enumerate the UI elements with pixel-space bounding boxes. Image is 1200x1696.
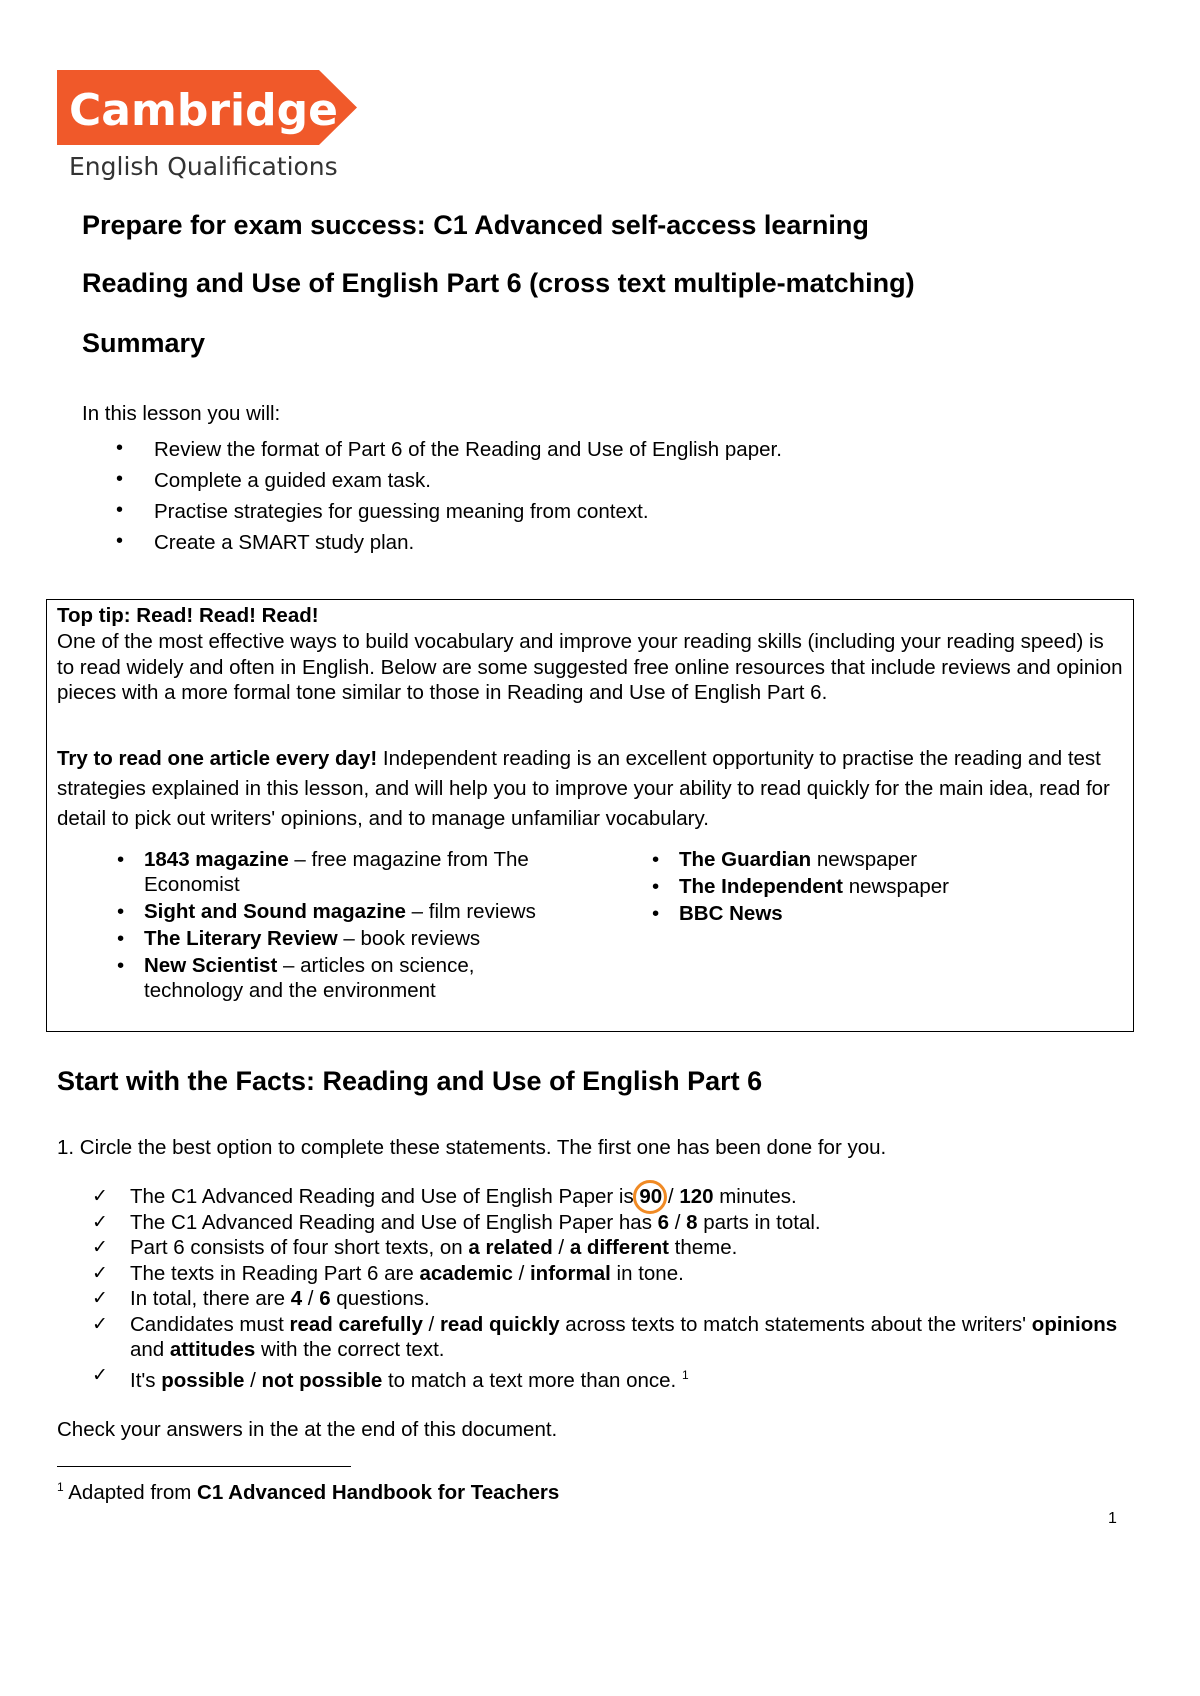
resource-item — [107, 953, 577, 1003]
tip-title: Top tip: Read! Read! Read! — [57, 604, 319, 627]
resource-desc: newspaper — [843, 875, 949, 898]
statement-text: The C1 Advanced Reading and Use of English Paper is — [130, 1185, 640, 1208]
statement-text: parts in total. — [697, 1210, 821, 1234]
objective-item: • Create a SMART study plan. — [110, 531, 782, 562]
statement-text: in tone. — [610, 1261, 684, 1285]
footnote-ref: 1 — [681, 1367, 689, 1382]
statement-text: / — [302, 1287, 320, 1310]
resource-item — [642, 847, 1042, 872]
statements-list — [90, 1184, 1130, 1393]
statement-text: The C1 Advanced Reading and Use of English Paper has — [130, 1210, 658, 1234]
page-subtitle: Reading and Use of English Part 6 (cross text multiple-matching) — [82, 268, 915, 298]
objectives-list — [110, 438, 782, 562]
statement-option: 4 — [290, 1287, 303, 1310]
footnote-source: C1 Advanced Handbook for Teachers — [197, 1480, 560, 1504]
facts-instruction: 1. Circle the best option to complete these statements. The first one has been done for you. — [57, 1136, 887, 1159]
statement-text: across texts to match statements about the writers' — [559, 1312, 1032, 1336]
statement-text: theme. — [668, 1236, 738, 1259]
logo-brand-text: Cambridge — [69, 85, 338, 136]
page-title: Prepare for exam success: C1 Advanced self-access learning — [82, 210, 869, 240]
footnote-number: 1 — [57, 1480, 64, 1494]
statement-option: a different — [569, 1236, 669, 1259]
statement-text: / — [422, 1312, 440, 1336]
tip-body: One of the most effective ways to build vocabulary and improve your reading skills (including your reading speed) is to read widely and often in English. Below are some suggested free online resources that include reviews and opinion pieces with a more formal tone similar to those in Reading and Use of English Part 6. — [57, 630, 1123, 704]
statement-text: questions. — [330, 1287, 430, 1310]
resource-desc: – book reviews — [337, 927, 481, 950]
check-answers-text: Check your answers in the at the end of this document. — [57, 1418, 558, 1441]
resource-name: The Literary Review — [144, 927, 338, 950]
top-tip-box — [46, 599, 1134, 1032]
statement-option: 6 — [657, 1210, 670, 1234]
resource-name: The Independent — [679, 875, 843, 898]
footnote-prefix: Adapted from — [63, 1480, 198, 1504]
objective-item: • Complete a guided exam task. — [110, 469, 782, 500]
statement-option: informal — [529, 1261, 611, 1285]
tip-body-2-text: Independent reading is an excellent opportunity to practise the reading and test strategies explained in this lesson, and will help you to improve your ability to read quickly for the main idea, read for detail to pick out writers' opinions, and to manage unfamiliar vocabulary. — [57, 747, 1110, 830]
resources-right-list — [642, 847, 1042, 928]
statement-text: In total, there are — [130, 1287, 291, 1310]
resource-item — [107, 926, 577, 951]
cambridge-logo-banner — [57, 70, 357, 145]
statement-text: and — [130, 1338, 170, 1361]
statement-item — [90, 1363, 1130, 1393]
resource-name: Sight and Sound magazine — [144, 900, 406, 923]
statement-item — [90, 1261, 1130, 1287]
page-number: 1 — [1108, 1510, 1117, 1527]
statement-text: / — [662, 1185, 680, 1208]
resource-item — [107, 899, 577, 924]
objective-item: • Review the format of Part 6 of the Reading and Use of English paper. — [110, 438, 782, 469]
intro-text: In this lesson you will: — [82, 402, 281, 425]
resource-name: The Guardian — [679, 848, 812, 871]
resources-left-list — [107, 847, 577, 1005]
resource-item — [642, 901, 1042, 926]
resource-item — [107, 847, 577, 897]
summary-heading: Summary — [82, 328, 206, 358]
statement-text: It's — [130, 1368, 162, 1392]
circled-answer[interactable]: 90 — [639, 1185, 662, 1208]
statement-item — [90, 1286, 1130, 1312]
resource-desc: newspaper — [811, 848, 918, 871]
resource-desc: – articles on science, technology and the environment — [144, 954, 475, 1002]
statement-item — [90, 1210, 1130, 1236]
statement-option: a related — [468, 1236, 553, 1259]
statement-text: / — [669, 1210, 687, 1234]
statement-text: / — [244, 1368, 262, 1392]
objective-item: • Practise strategies for guessing meaning from context. — [110, 500, 782, 531]
statement-option: 8 — [686, 1210, 698, 1234]
statement-option: read carefully — [289, 1312, 423, 1336]
resource-name: BBC News — [679, 902, 783, 925]
statement-option: 6 — [319, 1287, 331, 1310]
statement-text: minutes. — [713, 1185, 797, 1208]
facts-heading: Start with the Facts: Reading and Use of English Part 6 — [57, 1066, 763, 1096]
resource-desc: – free magazine from The Economist — [144, 848, 529, 896]
footnote — [57, 1480, 559, 1505]
statement-text: Part 6 consists of four short texts, on — [130, 1236, 469, 1259]
statement-text: Candidates must — [130, 1312, 290, 1336]
statement-option: not possible — [261, 1368, 383, 1392]
statement-option: 120 — [679, 1185, 714, 1208]
logo-subtitle: English Qualifications — [69, 152, 338, 181]
footnote-divider — [57, 1466, 351, 1467]
statement-text: with the correct text. — [255, 1338, 445, 1361]
statement-option: attitudes — [169, 1338, 256, 1361]
statement-text: / — [512, 1261, 530, 1285]
statement-text: / — [552, 1236, 570, 1259]
tip-emphasis: Try to read one article every day! — [57, 747, 378, 770]
tip-body-2 — [57, 744, 1125, 834]
statement-text: to match a text more than once. — [382, 1368, 682, 1392]
statement-option: possible — [161, 1368, 245, 1392]
statement-text: The texts in Reading Part 6 are — [130, 1261, 420, 1285]
resource-name: New Scientist — [144, 954, 278, 977]
statement-option: read quickly — [439, 1312, 560, 1336]
statement-item — [90, 1235, 1130, 1261]
resource-desc: – film reviews — [405, 900, 536, 923]
statement-item — [90, 1184, 1130, 1210]
statement-item — [90, 1312, 1130, 1363]
resource-item — [642, 874, 1042, 899]
resource-name: 1843 magazine — [144, 848, 289, 871]
statement-option: opinions — [1031, 1312, 1118, 1336]
statement-option: academic — [419, 1261, 513, 1285]
